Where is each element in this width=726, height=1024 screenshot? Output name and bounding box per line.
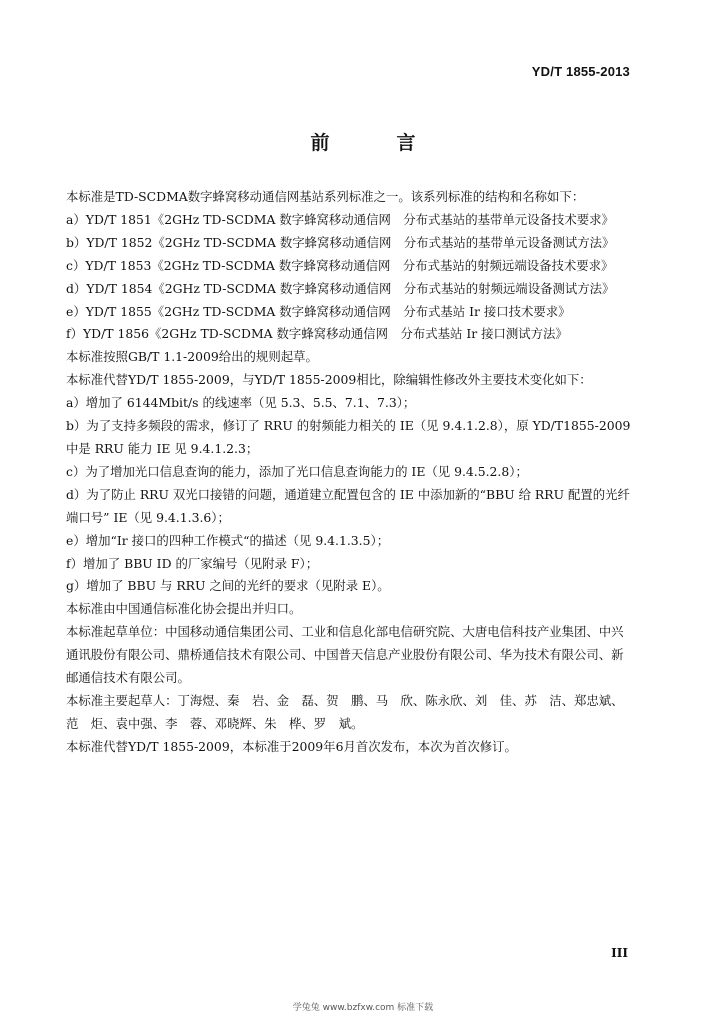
list-item-f: f）YD/T 1856《2GHz TD-SCDMA 数字蜂窝移动通信网 分布式基站 Ir 接口测试方法》 — [66, 326, 568, 342]
document-code: YD/T 1855-2013 — [531, 64, 630, 79]
paragraph-history: 本标准代替YD/T 1855-2009，本标准于2009年6月首次发布，本次为首次修订。 — [66, 738, 517, 754]
change-item-c: c）为了增加光口信息查询的能力，添加了光口信息查询能力的 IE（见 9.4.5.2.8）； — [66, 463, 528, 479]
change-item-f: f）增加了 BBU ID 的厂家编号（见附录 F）； — [66, 555, 319, 571]
watermark-text: 学兔兔 www.bzfxw.com 标准下载 — [292, 1003, 434, 1013]
page-title: 前 言 — [310, 132, 440, 154]
page-number: III — [611, 946, 628, 960]
list-item-a: a）YD/T 1851《2GHz TD-SCDMA 数字蜂窝移动通信网 分布式基站的基带单元设备技术要求》 — [66, 211, 614, 227]
paragraph-proposer: 本标准由中国通信标准化协会提出并归口。 — [66, 601, 302, 617]
change-item-a: a）增加了 6144Mbit/s 的线速率（见 5.3、5.5、7.1、7.3）； — [66, 395, 416, 411]
foreword-body — [66, 186, 632, 759]
change-item-b: b）为了支持多频段的需求，修订了 RRU 的射频能力相关的 IE（见 9.4.1.2.8），原 YD/T1855-2009 中是 RRU 能力 IE 见 9.4.1.2.3； — [66, 418, 631, 456]
change-item-e: e）增加“Ir 接口的四种工作模式“的描述（见 9.4.1.3.5）； — [66, 532, 390, 548]
list-item-e: e）YD/T 1855《2GHz TD-SCDMA 数字蜂窝移动通信网 分布式基站 Ir 接口技术要求》 — [66, 303, 571, 319]
list-item-d: d）YD/T 1854《2GHz TD-SCDMA 数字蜂窝移动通信网 分布式基站的射频远端设备测试方法》 — [66, 280, 615, 296]
paragraph-drafting-units: 本标准起草单位：中国移动通信集团公司、工业和信息化部电信研究院、大唐电信科技产业集团、中兴通讯股份有限公司、鼎桥通信技术有限公司、中国普天信息产业股份有限公司、华为技术有限公司、新邮通信技术有限公司。 — [66, 624, 624, 686]
list-item-c: c）YD/T 1853《2GHz TD-SCDMA 数字蜂窝移动通信网 分布式基站的射频远端设备技术要求》 — [66, 257, 614, 273]
change-item-g: g）增加了 BBU 与 RRU 之间的光纤的要求（见附录 E）。 — [66, 578, 390, 594]
paragraph-drafters: 本标准主要起草人：丁海煜、秦 岩、金 磊、贺 鹏、马 欣、陈永欣、刘 佳、苏 洁、郑忠斌、范 炬、袁中强、李 蓉、邓晓辉、朱 桦、罗 斌。 — [66, 692, 624, 731]
paragraph-drafting-rules: 本标准按照GB/T 1.1-2009给出的规则起草。 — [66, 349, 318, 365]
change-item-d: d）为了防止 RRU 双光口接错的问题，通道建立配置包含的 IE 中添加新的“BBU 给 RRU 配置的光纤端口号” IE（见 9.4.1.3.6）； — [66, 486, 630, 525]
list-item-b: b）YD/T 1852《2GHz TD-SCDMA 数字蜂窝移动通信网 分布式基站的基带单元设备测试方法》 — [66, 234, 615, 250]
paragraph-intro: 本标准是TD-SCDMA数字蜂窝移动通信网基站系列标准之一。该系列标准的结构和名称如下： — [66, 189, 585, 204]
paragraph-replacement: 本标准代替YD/T 1855-2009，与YD/T 1855-2009相比，除编辑性修改外主要技术变化如下： — [66, 372, 592, 388]
